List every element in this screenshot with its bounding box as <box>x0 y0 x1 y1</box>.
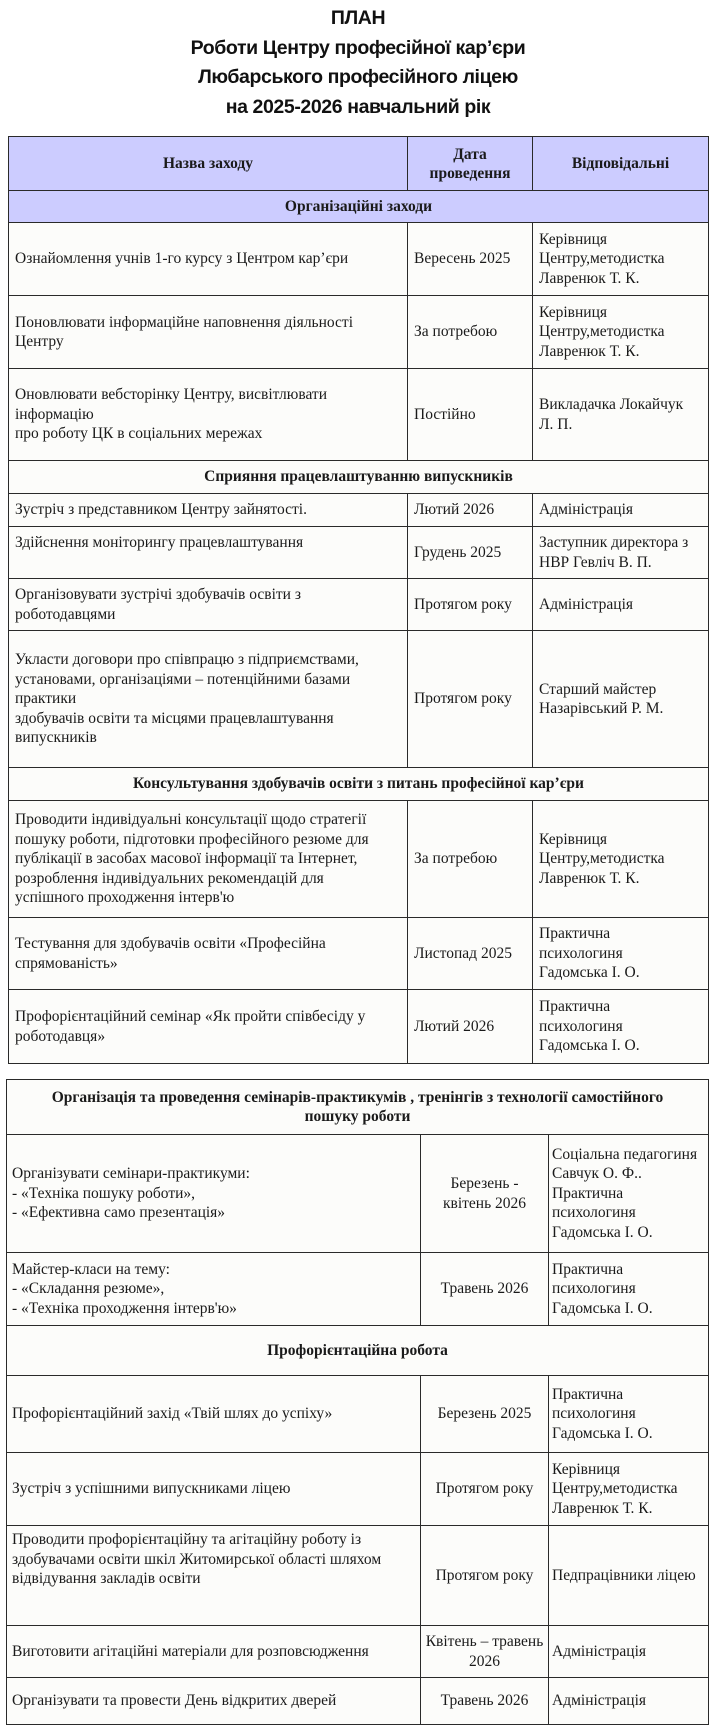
date-cell: Квітень – травень 2026 <box>421 1626 549 1678</box>
document-title <box>0 4 716 122</box>
title-line-institution: Любарського професійного ліцею <box>198 66 518 88</box>
date-cell: Протягом року <box>421 1526 549 1626</box>
event-cell: Здійснення моніторингу працевлаштування <box>9 527 408 579</box>
table-row <box>9 296 709 369</box>
table-row <box>9 918 709 990</box>
section-row <box>9 191 709 223</box>
table-row <box>9 990 709 1064</box>
date-cell: За потребою <box>408 801 533 918</box>
section-row <box>9 768 709 801</box>
event-cell: Зустріч з успішними випускниками ліцею <box>7 1453 421 1526</box>
date-cell: Постійно <box>408 369 533 461</box>
event-cell: Ознайомлення учнів 1-го курсу з Центром кар’єри <box>9 223 408 296</box>
responsible-cell: Адміністрація <box>549 1626 709 1678</box>
date-cell: Вересень 2025 <box>408 223 533 296</box>
event-cell: Організовувати зустрічі здобувачів освіти з роботодавцями <box>9 579 408 631</box>
section-row <box>7 1080 709 1135</box>
responsible-cell: Заступник директора з НВР Гевліч В. П. <box>533 527 709 579</box>
responsible-cell: Адміністрація <box>533 494 709 527</box>
table-row <box>7 1678 709 1725</box>
header-event: Назва заходу <box>9 137 408 191</box>
event-cell: Виготовити агітаційні матеріали для розповсюдження <box>7 1626 421 1678</box>
section-title: Консультування здобувачів освіти з питань професійної кар’єри <box>9 768 709 801</box>
date-cell: Протягом року <box>408 579 533 631</box>
event-cell: Проводити індивідуальні консультації щодо стратегії пошуку роботи, підготовки професійного резюме для публікації в засобах масової інформації та Інтернет, розроблення індивідуальних рекомендацій для успішного проходження інтерв'ю <box>9 801 408 918</box>
event-cell: Профорієнтаційний семінар «Як пройти співбесіду у роботодавця» <box>9 990 408 1064</box>
date-cell: Травень 2026 <box>421 1678 549 1725</box>
section-title: Профорієнтаційна робота <box>7 1326 709 1376</box>
plan-table-2 <box>6 1079 709 1725</box>
responsible-cell: Практична психологиня Гадомська І. О. <box>533 990 709 1064</box>
date-cell: Протягом року <box>421 1453 549 1526</box>
plan-table-1 <box>8 136 709 1064</box>
section-title: Організація та проведення семінарів-практикумів , тренінгів з технології самостійного пошуку роботи <box>7 1080 709 1135</box>
table-row <box>9 494 709 527</box>
responsible-cell: Керівниця Центру,методистка Лавренюк Т. К. <box>533 296 709 369</box>
date-cell: Травень 2026 <box>421 1253 549 1326</box>
section-title: Сприяння працевлаштуванню випускників <box>9 461 709 494</box>
event-cell: Поновлювати інформаційне наповнення діяльності Центру <box>9 296 408 369</box>
responsible-cell: Практична психологиня Гадомська І. О. <box>549 1253 709 1326</box>
date-cell: Протягом року <box>408 631 533 768</box>
table-row <box>9 801 709 918</box>
table-row <box>9 579 709 631</box>
table-row <box>7 1526 709 1626</box>
table-row <box>9 369 709 461</box>
section-title: Організаційні заходи <box>9 191 709 223</box>
table-row <box>9 631 709 768</box>
responsible-cell: Керівниця Центру,методистка Лавренюк Т. К. <box>549 1453 709 1526</box>
responsible-cell: Адміністрація <box>533 579 709 631</box>
date-cell: Березень - квітень 2026 <box>421 1135 549 1253</box>
event-cell: Зустріч з представником Центру зайнятості. <box>9 494 408 527</box>
table-header-row <box>9 137 709 191</box>
title-line-subject: Роботи Центру професійної кар’єри <box>190 36 526 59</box>
date-cell: Листопад 2025 <box>408 918 533 990</box>
header-responsible: Відповідальні <box>533 137 709 191</box>
date-cell: Лютий 2026 <box>408 494 533 527</box>
event-cell: Майстер-класи на тему: - «Складання резюме», - «Техніка проходження інтерв'ю» <box>7 1253 421 1326</box>
event-cell: Тестування для здобувачів освіти «Професійна спрямованість» <box>9 918 408 990</box>
event-cell: Організувати та провести День відкритих дверей <box>7 1678 421 1725</box>
responsible-cell: Педпрацівники ліцею <box>549 1526 709 1626</box>
date-cell: Березень 2025 <box>421 1376 549 1453</box>
table-row <box>7 1376 709 1453</box>
title-line-year: на 2025-2026 навчальний рік <box>225 95 491 118</box>
table-row <box>7 1626 709 1678</box>
table-row <box>7 1453 709 1526</box>
section-row <box>7 1326 709 1376</box>
responsible-cell: Адміністрація <box>549 1678 709 1725</box>
responsible-cell: Практична психологиня Гадомська І. О. <box>533 918 709 990</box>
date-cell: Грудень 2025 <box>408 527 533 579</box>
responsible-cell: Керівниця Центру,методистка Лавренюк Т. К. <box>533 801 709 918</box>
title-line-plan: ПЛАН <box>330 7 386 29</box>
responsible-cell: Старший майстер Назарівський Р. М. <box>533 631 709 768</box>
responsible-cell: Керівниця Центру,методистка Лавренюк Т. К. <box>533 223 709 296</box>
responsible-cell: Соціальна педагогиня Савчук О. Ф.. Практична психологиня Гадомська І. О. <box>549 1135 709 1253</box>
table-row <box>9 223 709 296</box>
date-cell: Лютий 2026 <box>408 990 533 1064</box>
event-cell: Організувати семінари-практикуми: - «Техніка пошуку роботи», - «Ефективна само презентація» <box>7 1135 421 1253</box>
event-cell: Проводити профорієнтаційну та агітаційну роботу із здобувачами освіти шкіл Житомирської області шляхом відвідування закладів освіти <box>7 1526 421 1626</box>
table-row <box>9 527 709 579</box>
date-cell: За потребою <box>408 296 533 369</box>
table-row <box>7 1135 709 1253</box>
responsible-cell: Викладачка Локайчук Л. П. <box>533 369 709 461</box>
responsible-cell: Практична психологиня Гадомська І. О. <box>549 1376 709 1453</box>
header-date: Дата проведення <box>408 137 533 191</box>
table-row <box>7 1253 709 1326</box>
event-cell: Оновлювати вебсторінку Центру, висвітлювати інформацію про роботу ЦК в соціальних мережах <box>9 369 408 461</box>
event-cell: Укласти договори про співпрацю з підприємствами, установами, організаціями – потенційними базами практики здобувачів освіти та місцями працевлаштування випускників <box>9 631 408 768</box>
section-row <box>9 461 709 494</box>
event-cell: Профорієнтаційний захід «Твій шлях до успіху» <box>7 1376 421 1453</box>
